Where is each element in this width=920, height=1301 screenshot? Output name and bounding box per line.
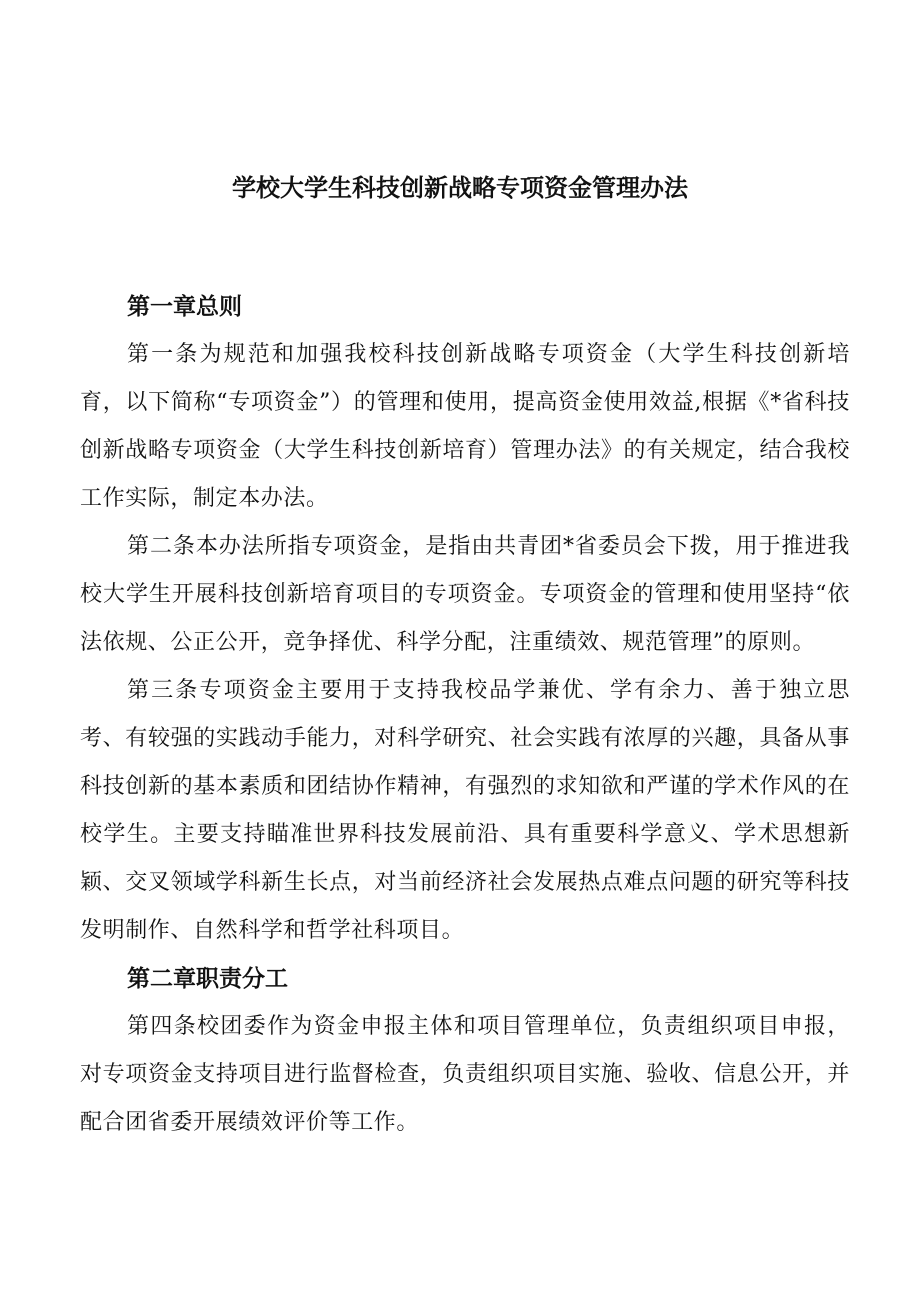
- chapter-heading: 第一章总则: [127, 294, 242, 320]
- document-title: 学校大学生科技创新战略专项资金管理办法: [232, 174, 688, 202]
- chapter-heading: 第二章职责分工: [127, 966, 288, 992]
- article-paragraph: 第四条校团委作为资金申报主体和项目管理单位，负责组织项目申报，对专项资金支持项目进行监督检查，负责组织项目实施、验收、信息公开，并配合团省委开展绩效评价等工作。: [80, 1014, 850, 1135]
- document-body: [80, 283, 850, 1147]
- article-paragraph: 第三条专项资金主要用于支持我校品学兼优、学有余力、善于独立思考、有较强的实践动手能力，对科学研究、社会实践有浓厚的兴趣，具备从事科技创新的基本素质和团结协作精神，有强烈的求知欲和严谨的学术作风的在校学生。主要支持瞄准世界科技发展前沿、具有重要科学意义、学术思想新颖、交叉领域学科新生长点，对当前经济社会发展热点难点问题的研究等科技发明制作、自然科学和哲学社科项目。: [80, 678, 850, 943]
- article-paragraph: 第一条为规范和加强我校科技创新战略专项资金（大学生科技创新培育，以下简称“专项资金”）的管理和使用，提高资金使用效益,根据《*省科技创新战略专项资金（大学生科技创新培育）管理办法》的有关规定，结合我校工作实际，制定本办法。: [80, 342, 850, 511]
- article-paragraph: 第二条本办法所指专项资金，是指由共青团*省委员会下拨，用于推进我校大学生开展科技创新培育项目的专项资金。专项资金的管理和使用坚持“依法依规、公正公开，竞争择优、科学分配，注重绩效、规范管理”的原则。: [80, 534, 850, 655]
